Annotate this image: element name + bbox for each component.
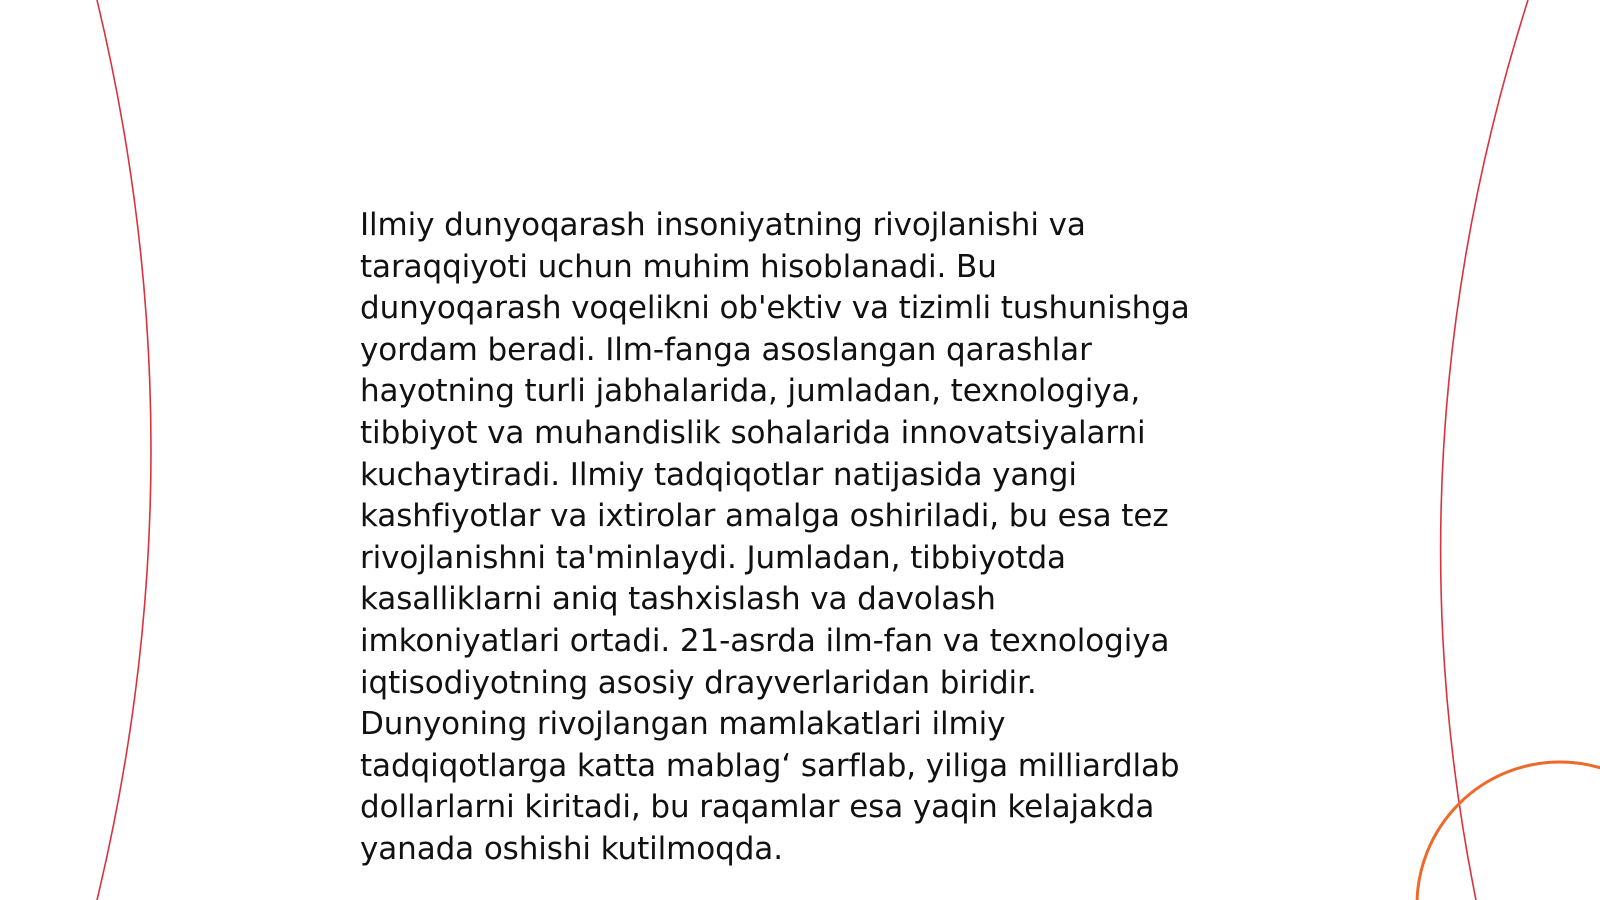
paragraph-line: dunyoqarash voqelikni ob'ektiv va tizimli tushunishga: [360, 290, 1190, 327]
paragraph-line: kuchaytiradi. Ilmiy tadqiqotlar natijasida yangi: [360, 456, 1077, 493]
paragraph-line: taraqqiyoti uchun muhim hisoblanadi. Bu: [360, 248, 997, 285]
right-arc-line: [1441, 0, 1528, 900]
paragraph-line: yanada oshishi kutilmoqda.: [360, 830, 783, 867]
left-arc-line: [97, 0, 151, 900]
paragraph-line: kashfiyotlar va ixtirolar amalga oshiriladi, bu esa tez: [360, 498, 1169, 535]
paragraph-line: kasalliklarni aniq tashxislash va davolash: [360, 581, 996, 618]
paragraph-line: Dunyoning rivojlangan mamlakatlari ilmiy: [360, 706, 1006, 743]
paragraph-line: iqtisodiyotning asosiy drayverlaridan biridir.: [360, 664, 1037, 701]
paragraph-line: tibbiyot va muhandislik sohalarida innovatsiyalarni: [360, 414, 1146, 451]
paragraph-line: Ilmiy dunyoqarash insoniyatning rivojlanishi va: [360, 207, 1086, 243]
paragraph-line: tadqiqotlarga katta mablag‘ sarflab, yiliga milliardlab: [360, 747, 1180, 784]
paragraph-line: imkoniyatlari ortadi. 21-asrda ilm-fan va texnologiya: [360, 622, 1170, 659]
paragraph-line: hayotning turli jabhalarida, jumladan, texnologiya,: [360, 373, 1141, 410]
paragraph-line: dollarlarni kiritadi, bu raqamlar esa yaqin kelajakda: [360, 789, 1155, 826]
body-paragraph: [360, 205, 1240, 871]
accent-circle-outline: [1417, 762, 1600, 900]
paragraph-line: rivojlanishni ta'minlaydi. Jumladan, tibbiyotda: [360, 539, 1066, 576]
paragraph-line: yordam beradi. Ilm-fanga asoslangan qarashlar: [360, 331, 1092, 368]
